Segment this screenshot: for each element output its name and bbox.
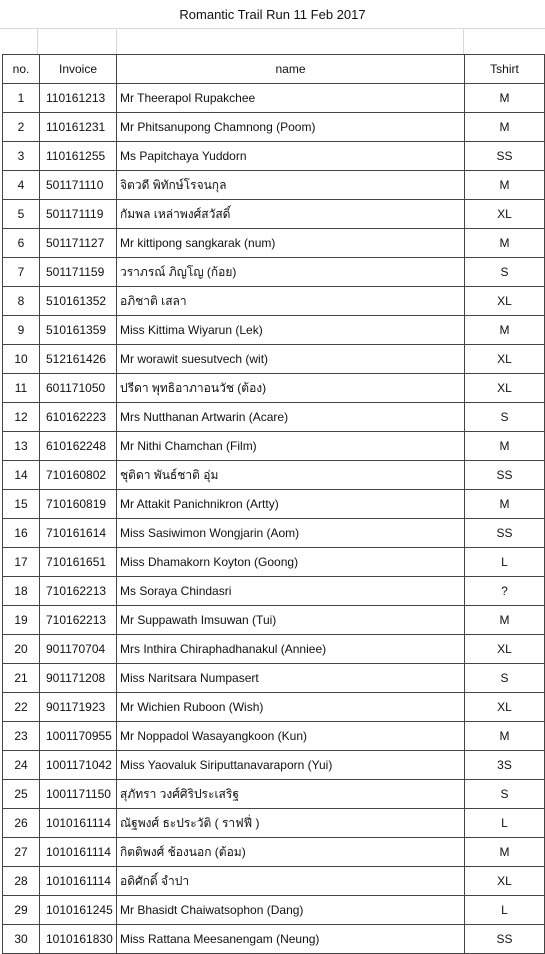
row-number: 2 — [3, 113, 40, 142]
row-number: 30 — [3, 925, 40, 954]
table-body — [3, 84, 545, 954]
row-number: 5 — [3, 200, 40, 229]
name-cell: Mr kittipong sangkarak (num) — [117, 229, 465, 258]
tshirt-size-cell: L — [465, 896, 545, 925]
row-number: 22 — [3, 693, 40, 722]
table-row — [3, 461, 545, 490]
table-row — [3, 113, 545, 142]
tshirt-size-cell: ? — [465, 577, 545, 606]
table-row — [3, 84, 545, 113]
name-cell: Mr Noppadol Wasayangkoon (Kun) — [117, 722, 465, 751]
invoice-cell: 710162213 — [40, 577, 117, 606]
table-row — [3, 925, 545, 954]
tshirt-size-cell: M — [465, 316, 545, 345]
row-number: 8 — [3, 287, 40, 316]
name-cell: Miss Kittima Wiyarun (Lek) — [117, 316, 465, 345]
row-number: 7 — [3, 258, 40, 287]
table-row — [3, 374, 545, 403]
name-cell: Mr Wichien Ruboon (Wish) — [117, 693, 465, 722]
name-cell: Miss Sasiwimon Wongjarin (Aom) — [117, 519, 465, 548]
row-number: 12 — [3, 403, 40, 432]
row-number: 28 — [3, 867, 40, 896]
invoice-cell: 901171208 — [40, 664, 117, 693]
name-cell: ปรีดา พุทธิอาภาอนวัช (ต้อง) — [117, 374, 465, 403]
row-number: 25 — [3, 780, 40, 809]
name-cell: Miss Naritsara Numpasert — [117, 664, 465, 693]
row-number: 26 — [3, 809, 40, 838]
invoice-cell: 901171923 — [40, 693, 117, 722]
table-row — [3, 722, 545, 751]
row-number: 23 — [3, 722, 40, 751]
tshirt-size-cell: XL — [465, 287, 545, 316]
table-row — [3, 200, 545, 229]
row-number: 21 — [3, 664, 40, 693]
row-number: 14 — [3, 461, 40, 490]
table-row — [3, 664, 545, 693]
invoice-cell: 1010161114 — [40, 838, 117, 867]
name-cell: ชุติดา พันธ์ชาติ อุ่ม — [117, 461, 465, 490]
table-row — [3, 606, 545, 635]
invoice-cell: 1001171150 — [40, 780, 117, 809]
table-row — [3, 345, 545, 374]
tshirt-size-cell: XL — [465, 200, 545, 229]
tshirt-size-cell: S — [465, 664, 545, 693]
row-number: 18 — [3, 577, 40, 606]
tshirt-size-cell: 3S — [465, 751, 545, 780]
invoice-cell: 110161213 — [40, 84, 117, 113]
invoice-cell: 512161426 — [40, 345, 117, 374]
tshirt-size-cell: XL — [465, 635, 545, 664]
row-number: 6 — [3, 229, 40, 258]
tshirt-size-cell: M — [465, 490, 545, 519]
table-row — [3, 548, 545, 577]
invoice-cell: 710161614 — [40, 519, 117, 548]
name-cell: Mr Theerapol Rupakchee — [117, 84, 465, 113]
tshirt-size-cell: S — [465, 258, 545, 287]
name-cell: Mr Suppawath Imsuwan (Tui) — [117, 606, 465, 635]
table-row — [3, 229, 545, 258]
name-cell: สุภัทรา วงศ์ศิริประเสริฐ — [117, 780, 465, 809]
header-no: no. — [3, 55, 40, 84]
name-cell: Mr Bhasidt Chaiwatsophon (Dang) — [117, 896, 465, 925]
row-number: 16 — [3, 519, 40, 548]
name-cell: วราภรณ์ ภิญโญ (ก้อย) — [117, 258, 465, 287]
invoice-cell: 710161651 — [40, 548, 117, 577]
row-number: 10 — [3, 345, 40, 374]
name-cell: อดิศักดิ์ จำปา — [117, 867, 465, 896]
table-row — [3, 838, 545, 867]
row-number: 27 — [3, 838, 40, 867]
table-row — [3, 635, 545, 664]
tshirt-size-cell: M — [465, 432, 545, 461]
tshirt-size-cell: M — [465, 113, 545, 142]
table-row — [3, 316, 545, 345]
invoice-cell: 110161255 — [40, 142, 117, 171]
run-registration-table — [2, 54, 545, 954]
sheet-title: Romantic Trail Run 11 Feb 2017 — [179, 7, 366, 22]
invoice-cell: 901170704 — [40, 635, 117, 664]
invoice-cell: 501171110 — [40, 171, 117, 200]
name-cell: Miss Yaovaluk Siriputtanavaraporn (Yui) — [117, 751, 465, 780]
name-cell: Mr worawit suesutvech (wit) — [117, 345, 465, 374]
invoice-cell: 1001171042 — [40, 751, 117, 780]
row-number: 13 — [3, 432, 40, 461]
name-cell: Miss Dhamakorn Koyton (Goong) — [117, 548, 465, 577]
name-cell: ณัฐพงศ์ ธะประวัติ ( ราฟฟี่ ) — [117, 809, 465, 838]
table-row — [3, 693, 545, 722]
invoice-cell: 501171127 — [40, 229, 117, 258]
tshirt-size-cell: XL — [465, 693, 545, 722]
header-tshirt: Tshirt — [465, 55, 545, 84]
row-number: 19 — [3, 606, 40, 635]
row-number: 29 — [3, 896, 40, 925]
invoice-cell: 610162223 — [40, 403, 117, 432]
row-number: 17 — [3, 548, 40, 577]
name-cell: กิตติพงศ์ ช้องนอก (ต้อม) — [117, 838, 465, 867]
tshirt-size-cell: M — [465, 722, 545, 751]
table-row — [3, 403, 545, 432]
invoice-cell: 1010161830 — [40, 925, 117, 954]
row-number: 11 — [3, 374, 40, 403]
table-row — [3, 577, 545, 606]
table-row — [3, 142, 545, 171]
table-row — [3, 867, 545, 896]
invoice-cell: 501171159 — [40, 258, 117, 287]
tshirt-size-cell: S — [465, 403, 545, 432]
table-row — [3, 490, 545, 519]
tshirt-size-cell: M — [465, 838, 545, 867]
invoice-cell: 510161359 — [40, 316, 117, 345]
tshirt-size-cell: L — [465, 548, 545, 577]
invoice-cell: 1010161245 — [40, 896, 117, 925]
tshirt-size-cell: L — [465, 809, 545, 838]
tshirt-size-cell: SS — [465, 461, 545, 490]
row-number: 24 — [3, 751, 40, 780]
row-number: 20 — [3, 635, 40, 664]
table-header-row — [3, 55, 545, 84]
invoice-cell: 710160802 — [40, 461, 117, 490]
row-number: 9 — [3, 316, 40, 345]
table-row — [3, 809, 545, 838]
header-name: name — [117, 55, 465, 84]
name-cell: Ms Soraya Chindasri — [117, 577, 465, 606]
tshirt-size-cell: XL — [465, 345, 545, 374]
invoice-cell: 501171119 — [40, 200, 117, 229]
name-cell: Mr Attakit Panichnikron (Artty) — [117, 490, 465, 519]
row-number: 15 — [3, 490, 40, 519]
tshirt-size-cell: S — [465, 780, 545, 809]
tshirt-size-cell: SS — [465, 925, 545, 954]
table-row — [3, 258, 545, 287]
name-cell: Miss Rattana Meesanengam (Neung) — [117, 925, 465, 954]
invoice-cell: 510161352 — [40, 287, 117, 316]
name-cell: Ms Papitchaya Yuddorn — [117, 142, 465, 171]
invoice-cell: 1010161114 — [40, 809, 117, 838]
tshirt-size-cell: M — [465, 84, 545, 113]
name-cell: Mrs Inthira Chiraphadhanakul (Anniee) — [117, 635, 465, 664]
name-cell: กัมพล เหล่าพงศ์สวัสดิ์ — [117, 200, 465, 229]
header-invoice: Invoice — [40, 55, 117, 84]
row-number: 4 — [3, 171, 40, 200]
tshirt-size-cell: M — [465, 171, 545, 200]
name-cell: จิตวดี พิทักษ์โรจนกุล — [117, 171, 465, 200]
invoice-cell: 601171050 — [40, 374, 117, 403]
name-cell: Mrs Nutthanan Artwarin (Acare) — [117, 403, 465, 432]
invoice-cell: 610162248 — [40, 432, 117, 461]
tshirt-size-cell: SS — [465, 519, 545, 548]
invoice-cell: 110161231 — [40, 113, 117, 142]
table-row — [3, 780, 545, 809]
invoice-cell: 710162213 — [40, 606, 117, 635]
table-row — [3, 171, 545, 200]
tshirt-size-cell: M — [465, 606, 545, 635]
table-row — [3, 519, 545, 548]
row-number: 3 — [3, 142, 40, 171]
tshirt-size-cell: XL — [465, 374, 545, 403]
name-cell: อภิชาติ เสลา — [117, 287, 465, 316]
row-number: 1 — [3, 84, 40, 113]
table-row — [3, 432, 545, 461]
table-row — [3, 287, 545, 316]
name-cell: Mr Nithi Chamchan (Film) — [117, 432, 465, 461]
name-cell: Mr Phitsanupong Chamnong (Poom) — [117, 113, 465, 142]
table-row — [3, 751, 545, 780]
tshirt-size-cell: M — [465, 229, 545, 258]
invoice-cell: 710160819 — [40, 490, 117, 519]
table-row — [3, 896, 545, 925]
tshirt-size-cell: XL — [465, 867, 545, 896]
tshirt-size-cell: SS — [465, 142, 545, 171]
invoice-cell: 1001170955 — [40, 722, 117, 751]
empty-spreadsheet-row — [0, 28, 545, 55]
invoice-cell: 1010161114 — [40, 867, 117, 896]
